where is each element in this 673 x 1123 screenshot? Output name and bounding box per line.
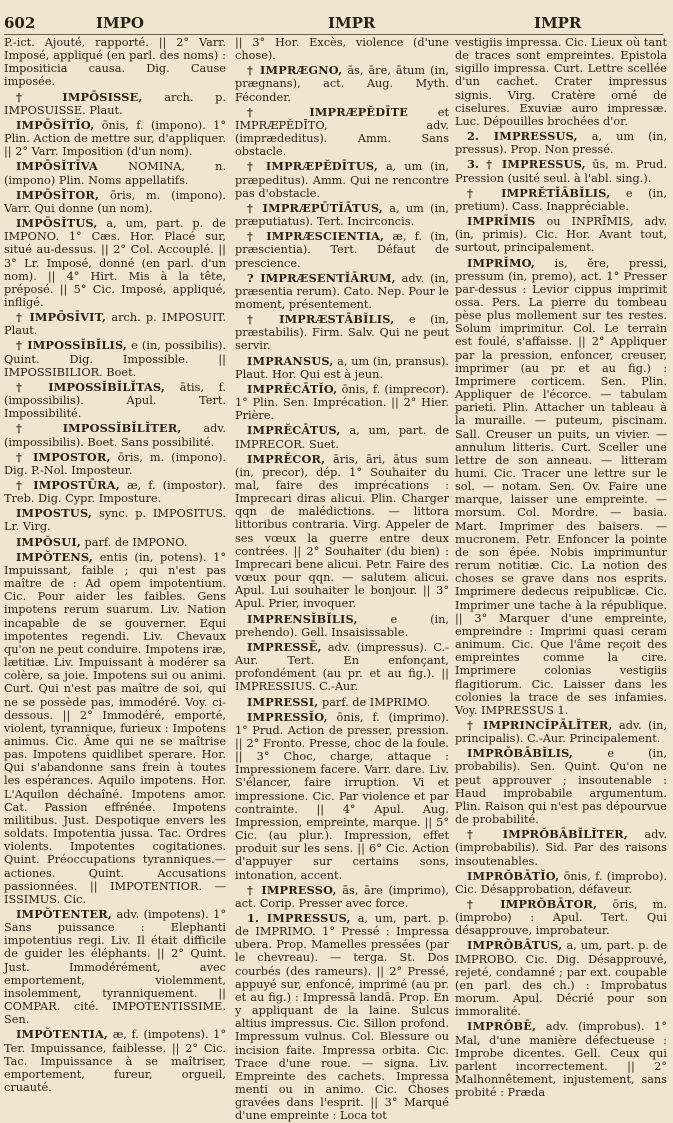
entry-definition: æ, f. (impotens). 1° Ter. Impuissance, faiblesse. || 2° Cic. Tac. Impuissance à se maîtriser, emportement, fureur, orgueil, cruauté. [4,1028,227,1095]
header-rule [4,34,663,35]
entry-definition: entis (in, potens). 1° Impuissant, faible ; qui n'est pas maître de : Ad opem impotentium. Cic. Pour aider les faibles. Gens impotens rerum suarum. Liv. Nation incapable de se gouverner. Equi impotentes regendi. Liv. Chevaux qu'on ne peut conduire. Impotens iræ, lætitiæ. Liv. Impuissant à modérer sa colère, sa joie. Impotens sui ou animi. Curt. Qui n'est pas maître de soi, qui ne se possède pas, immodéré. Voy. ci-dessous. || 2° Immodéré, emporté, violent, tyrannique, furieux : Impotens animus. Cic. Âme qui ne se maîtrise pas. Impotens quidlibet sperare. Hor. Qui s'abandonne sans frein à toutes les espérances. Aquilo impotens. Hor. L'Aquilon déchaîné. Impotens amor. Cat. Passion effrénée. Impotens militibus. Just. Despotique envers les soldats. Impotentia jussa. Tac. Ordres violents. Impotentes cogitationes. Quint. Préoccupations tyranniques.—actiones. Quint. Accusations passionnées. || IMPOTENTIOR. — ISSIMUS. Cic. [4,550,226,906]
dictionary-entry [4,551,226,906]
entry-definition: e (in, præstabilis). Firm. Salv. Qui ne peut servir. [235,313,449,353]
entry-definition: arch. p. IMPOSUIT. Plaut. [4,311,226,338]
entry-headword: IMPRĔCOR, [247,451,326,466]
dictionary-entry [4,311,226,337]
dictionary-entry [235,613,449,639]
dictionary-entry [235,160,449,199]
dictionary-entry [235,355,449,381]
entry-definition: ōnis, f. (impono). 1° Plin. Action de mettre sur, d'appliquer. || 2° Varr. Imposition (d'un nom). [4,118,226,159]
entry-headword: IMPRŎBĀTĬO, [467,868,560,883]
dictionary-entry [235,912,449,1123]
entry-definition: arch. p. IMPOSUISSE. Plaut. [4,90,227,117]
entry-headword: † IMPŌSISSE, [16,89,143,104]
dictionary-entry [455,257,667,717]
dictionary-entry [4,160,226,186]
entry-headword: IMPŌSĬTĬO, [16,117,95,132]
dictionary-entry [455,36,667,128]
entry-headword: † IMPRÆSCIENTIA, [247,229,385,244]
entry-headword: IMPRŎBĀBĬLIS, [467,746,574,761]
entry-headword: † IMPOSTOR, [16,449,111,464]
entry-headword: † IMPRESSO, [247,882,337,897]
running-header [4,14,663,32]
entry-definition: adv. (impotens). 1° Sans puissance : Elephanti impotentius regi. Liv. Il était difficile de guider les éléphants. || 2° Quint. Just. Immodérément, avec emportement, violemment, insolemment, tyranniquement. || COMPAR. cité. IMPOTENTISSIME. Sen. [4,908,226,1027]
entry-definition: adv. (in, præsentia rerum). Cato. Nep. Pour le moment, présentement. [235,271,449,311]
dictionary-entry [455,130,667,156]
entry-headword: † IMPOSSĬBĬLIS, [16,338,128,353]
entry-definition: NOMINA, n. (impono) Plin. Noms appellatifs. [4,160,226,187]
entry-headword: IMPRENSĬBĬLIS, [247,611,358,626]
dictionary-entry [455,870,667,896]
entry-definition: et IMPRÆPĔDĪTO, adv. (imprædeditus). Amm. Sans obstacle. [235,105,450,159]
header-left-word: IMPO [96,14,144,32]
dictionary-entry [4,451,226,477]
entry-definition: ūs, m. Prud. Pression (usité seul. à l'abl. sing.). [455,158,667,185]
dictionary-entry [455,898,667,937]
entry-definition: adv. (improbus). 1° Mal, d'une manière défectueuse : Improbe dicentes. Gell. Ceux qui parlent incorrectement. || 2° Malhonnêtement, injustement, sans probité : Præda [455,1020,667,1100]
dictionary-entry [4,119,226,158]
entry-headword: † IMPOSSĬBĬLĬTER, [16,421,182,436]
entry-headword: IMPRESSĬO, [247,709,328,724]
dictionary-entry [235,272,449,311]
entry-headword: † IMPRÆPĔDĪTE [247,104,409,119]
entry-headword: IMPRESSI, [247,694,319,709]
dictionary-entry [235,424,449,450]
entry-definition: æ, f. (impostor). Treb. Dig. Cypr. Imposture. [4,479,226,506]
entry-headword: † IMPRĔTĬĀBĬLIS, [467,185,611,200]
entry-headword: IMPŎTENS, [16,549,93,564]
entry-headword: IMPRĪMIS [467,214,536,229]
entry-headword: † IMPOSTŪRA, [16,478,120,492]
dictionary-entry [4,908,226,1026]
dictionary-entry [455,187,667,213]
entry-definition: || 3° Hor. Excès, violence (d'une chose). [235,36,449,63]
dictionary-entry [455,158,667,184]
entry-definition: ōnis, f. (imprimo). 1° Prud. Action de presser, pression. || 2° Fronto. Presse, choc de la foule. || 3° Choc, charge, attaque : Impressionem facere. Varr. dare. Liv. S'élancer, faire irruption. Vi et impressione. Cic. Par violence et par contrainte. || 4° Apul. Aug. Impression, empreinte, marque. || 5° Cic. (au plur.). Impression, effet produit sur les sens. || 6° Cic. Action d'appuyer sur certains sons, intonation, accent. [235,710,450,882]
entry-headword: † IMPRÆPŪTĬĀTUS, [247,200,383,215]
dictionary-entry [235,453,449,611]
entry-headword: IMPŌSĬTĪVA [16,159,98,174]
entry-definition: e (in, possibilis). Quint. Dig. Impossible. || IMPOSSIBILIOR. Boet. [4,339,226,379]
entry-definition: adv. (improbabilis). Sid. Par des raisons insoutenables. [455,828,668,868]
dictionary-entry [4,36,226,89]
entry-definition: a, um (in, pransus). Plaut. Hor. Qui est à jeun. [235,354,449,381]
dictionary-entry [4,536,226,549]
entry-definition: ōnis, f. (imprecor). 1° Plin. Sen. Imprécation. || 2° Hier. Prière. [235,382,449,423]
entry-definition: P.-ict. Ajouté, rapporté. || 2° Varr. Imposé, appliqué (en parl. des noms) : Impositicia causa. Dig. Cause imposée. [4,36,226,89]
entry-definition: adv. (in, principalis). C.-Aur. Principalement. [455,718,667,746]
entry-definition: ās, āre, ātum (in, prægnans), act. Aug. Myth. Féconder. [235,64,449,104]
entry-headword: IMPRŎBĀTUS, [467,938,563,953]
entry-definition: sync. p. IMPOSITUS. Lr. Virg. [4,507,226,534]
dictionary-entry [4,1028,226,1094]
dictionary-entry [455,215,667,254]
entry-headword: IMPRĔCĀTĬO, [247,381,338,396]
column-right [455,36,668,1100]
entry-headword: † IMPŌSĪVIT, [16,310,107,325]
dictionary-entry [235,711,449,882]
entry-definition: a, um (in, præpeditus). Amm. Qui ne rencontre pas d'obstacle. [235,160,449,200]
header-right-word: IMPR [534,14,582,32]
entry-headword: IMPRĔCĀTUS, [247,423,341,438]
entry-headword: IMPŌSĬTOR, [16,187,100,202]
entry-headword: † IMPOSSĬBĬLĬTAS, [16,379,166,394]
entry-definition: ās, āre (imprimo), act. Corip. Presser avec force. [235,883,450,910]
dictionary-entry [4,91,226,117]
entry-definition: e (in, prehendo). Gell. Insaisissable. [235,612,449,639]
dictionary-entry [235,641,449,694]
entry-headword: † IMPRÆPĔDĪTUS, [247,159,378,174]
entry-definition: ōris, m. (improbo) : Apul. Tert. Qui désapprouve, improbateur. [455,898,668,938]
entry-headword: ? IMPRÆSENTĬĀRUM, [247,270,396,285]
entry-definition: ātis, f. (impossibilis). Apul. Tert. Impossibilité. [4,380,226,421]
header-center-word: IMPR [328,14,376,32]
entry-definition: e (in, probabilis). Sen. Quint. Qu'on ne peut approuver ; insoutenable : Haud improbabile argumentum. Plin. Raison qui n'est pas dépourvue de probabilité. [455,747,667,827]
dictionary-entry [4,507,226,533]
dictionary-entry [455,1020,667,1099]
entry-definition: ōris, m. (impono). Varr. Qui donne (un nom). [4,188,227,215]
entry-headword: IMPOSTUS, [16,506,93,521]
entry-definition: adv. (impressus). C.-Aur. Tert. En enfonçant, profondément (au pr. et au fig.). || IMPRESSIUS. C.-Aur. [235,640,449,694]
dictionary-entry [4,422,226,448]
entry-headword: IMPRESSĒ, [247,639,322,654]
entry-headword: IMPRANSUS, [247,353,334,368]
entry-definition: æ, f. (in, præscientia). Tert. Défaut de prescience. [235,230,450,270]
entry-headword: † IMPRÆSTĀBĬLIS, [247,312,395,327]
entry-headword: IMPRŎBĒ, [467,1019,537,1034]
dictionary-entry [4,339,226,378]
dictionary-entry [235,64,449,103]
entry-definition: a, um, part. p. de IMPRIMO. 1° Pressé : Impressa ubera. Prop. Mamelles pressées (par le chevreau). — terga. St. Dos courbés (des rameurs). || 2° Pressé, appuyé sur, enfoncé, imprimé (au pr. et au fig.) : Impressā landā. Prop. En y appliquant de la laine. Sulcus altius impressus. Cic. Sillon profond. Impressum vulnus. Col. Blessure ou incision faite. Impressa orbita. Cic. Trace d'une roue. — signa. Liv. Empreinte des cachets. Impressa menti ou in animo. Cic. Choses gravées dans l'esprit. || 3° Marqué d'une empreinte : Loca tot [235,912,449,1123]
entry-headword: † IMPRÆGNO, [247,63,343,78]
entry-definition: parf. de IMPRIMO. [321,695,431,709]
entry-headword: IMPŎSUI, [16,534,81,549]
dictionary-entry [4,189,226,215]
dictionary-entry [4,217,226,309]
dictionary-entry [455,719,667,745]
entry-headword: 3. † IMPRESSUS, [467,157,586,172]
entry-definition: adv. (impossibilis). Boet. Sans possibilité. [4,422,227,449]
entry-definition: e (in, pretium). Cass. Inappréciable. [455,186,668,213]
entry-definition: is, ĕre, pressi, pressum (in, premo), act. 1° Presser par-dessus : Levior cippus imprimit ossa. Pers. La pierre du tombeau pèse plus mollement sur tes restes. Solum imprimitur. Col. Le terrain est foulé, s'affaisse. || 2° Appliquer par la pression, enfoncer, creuser, imprimer (au pr. et au fig.) : Imprimere corticem. Sen. Plin. Appliquer de l'écorce. — tabulam parieti. Plin. Attacher un tableau à la muraille. — puteum, piscinam. Sall. Creuser un puits, un vivier. — annulum litteris. Curt. Sceller une lettre de son anneau. — litteram humi. Cic. Tracer une lettre sur le sol. — notam. Sen. Ov. Faire une marque, laisser une empreinte. — morsum. Col. Mordre. — basia. Mart. Imprimer des baisers. — mucronem. Petr. Enfoncer la pointe de son épée. Nobis imprimuntur rerum notitiæ. Cic. La notion des choses se grave dans nos esprits. Imprimere dedecus reipublicæ. Cic. Imprimer une tache à la république. || 3° Marquer d'une empreinte, empreindre : Imprimi quasi ceram animum. Cic. Que l'âme reçoit des empreintes comme la cire. Imprimere colonias vestigiis flagitiorum. Cic. Laisser dans les colonies la trace de ses infamies. Voy. IMPRESSUS 1. [455,256,667,717]
dictionary-entry [235,36,449,62]
entry-definition: a, um, part. de IMPRECOR. Suet. [235,424,450,451]
dictionary-entry [4,381,226,420]
dictionary-entry [235,313,449,352]
dictionary-entry [235,230,449,269]
entry-headword: 2. IMPRESSUS, [467,129,578,144]
entry-definition: a, um, part. p. de IMPROBO. Cic. Dig. Désapprouvé, rejeté, condamné ; par ext. coupable (en parl. des ch.) : Improbatus morum. Apul. Décrié pour son immoralité. [455,939,667,1019]
dictionary-entry [235,696,449,709]
dictionary-entry [235,106,449,159]
entry-definition: parf. de IMPONO. [84,535,188,549]
dictionary-entry [235,202,449,228]
entry-definition: ōris, m. (impono). Dig. P.-Nol. Imposteur. [4,450,227,477]
entry-headword: IMPŌSĬTUS, [16,216,98,231]
entry-headword: IMPŎTENTIA, [16,1027,109,1042]
page-number: 602 [4,14,36,32]
entry-headword: † IMPRŎBĀBĬLĬTER, [467,827,629,842]
entry-headword: † IMPRŎBĀTOR, [467,897,598,911]
entry-definition: ou INPRĪMIS, adv. (in, primis). Cic. Hor. Avant tout, surtout, principalement. [455,215,668,255]
entry-definition: a, um (in, pressus). Prop. Non pressé. [455,130,668,157]
entry-headword: 1. IMPRESSUS, [247,911,351,925]
entry-definition: ōnis, f. (improbo). Cic. Désapprobation, défaveur. [455,869,668,896]
entry-headword: † IMPRINCĬPĀLĬTER, [467,717,613,732]
column-middle [235,36,450,1123]
dictionary-entry [235,383,449,422]
dictionary-entry [455,828,667,867]
entry-headword: IMPRĬMO, [467,255,536,270]
entry-definition: a, um, part. p. de IMPONO. 1° Cæs. Hor. Placé sur, situé au-dessus. || 2° Col. Accouplé. || 3° Lr. Imposé, donné (en parl. d'un nom). || 4° Hirt. Mis à la tête, préposé. || 5° Cic. Imposé, appliqué, infligé. [4,217,226,309]
entry-headword: IMPŎTENTER, [16,907,113,921]
dictionary-entry [455,747,667,826]
entry-definition: a, um (in, præputiatus). Tert. Incirconcis. [235,201,449,229]
entry-definition: āris, āri, ātus sum (in, precor), dép. 1° Souhaiter du mal, faire des imprécations : Imprecari diras alicui. Plin. Charger qqn de malédictions. — littora littoribus contraria. Virg. Appeler de ses vœux la guerre entre deux contrées. || 2° Souhaiter (du bien) : Imprecari bene alicui. Petr. Faire des vœux pour qqn. — salutem alicui. Apul. Lui souhaiter le bonjour. || 3° Apul. Prier, invoquer. [235,452,450,611]
dictionary-entry [4,479,226,505]
column-left [4,36,227,1095]
dictionary-entry [455,939,667,1018]
dictionary-entry [235,884,449,910]
entry-definition: vestigiis impressa. Cic. Lieux où tant de traces sont empreintes. Epistola sigillo impressa. Curt. Lettre scellée d'un cachet. Crater impressus signis. Virg. Cratère orné de ciselures. Exuviæ auro impressæ. Luc. Dépouilles brochées d'or. [455,36,667,128]
